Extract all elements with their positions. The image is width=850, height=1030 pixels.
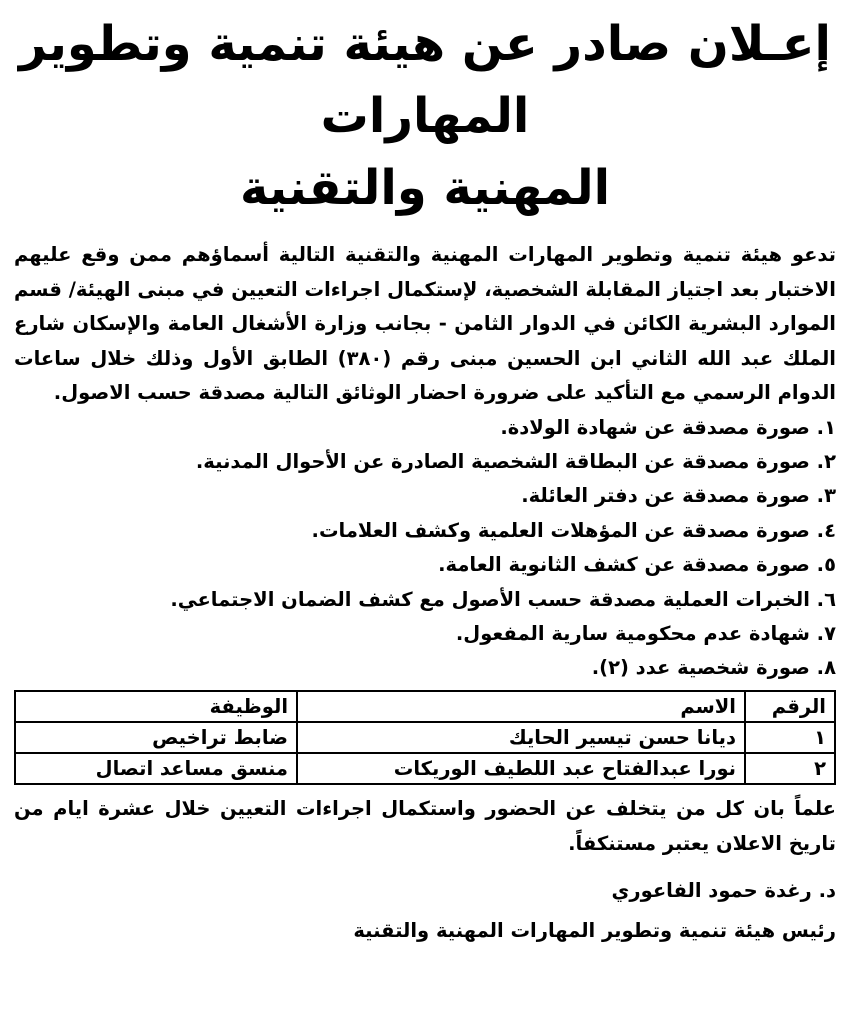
table-row: [15, 722, 835, 753]
document-item: ٢. صورة مصدقة عن البطاقة الشخصية الصادرة عن الأحوال المدنية.: [195, 449, 836, 473]
header-name: الاسم: [297, 691, 745, 722]
announcement-title: [14, 0, 836, 224]
header-job: الوظيفة: [15, 691, 297, 722]
signatory-name: د. رغدة حمود الفاعوري: [611, 878, 836, 902]
signatory-position: رئيس هيئة تنمية وتطوير المهارات المهنية والتقنية: [353, 918, 836, 942]
document-item: ٦. الخبرات العملية مصدقة حسب الأصول مع كشف الضمان الاجتماعي.: [170, 587, 836, 611]
cell-number: ١: [745, 722, 835, 753]
intro-paragraph: تدعو هيئة تنمية وتطوير المهارات المهنية والتقنية التالية أسماؤهم ممن وقع عليهم الاختبار بعد اجتياز المقابلة الشخصية، لإستكمال اجراءات التعيين في مبنى الهيئة/ قسم الموارد البشرية الكائن في الدوار الثامن - بجانب وزارة الأشغال العامة والإسكان شارع الملك عبد الله الثاني ابن الحسين مبنى رقم (٣٨٠) الطابق الأول وذلك خلال ساعات الدوام الرسمي مع التأكيد على ضرورة احضار الوثائق التالية مصدقة حسب الاصول.: [14, 243, 836, 404]
document-item: ٧. شهادة عدم محكومية سارية المفعول.: [455, 621, 836, 645]
title-line-1: إعـلان صادر عن هيئة تنمية وتطوير المهارات: [19, 16, 831, 144]
document-item: ٣. صورة مصدقة عن دفتر العائلة.: [521, 484, 836, 508]
cell-job: ضابط تراخيص: [15, 722, 297, 753]
document-item: ٥. صورة مصدقة عن كشف الثانوية العامة.: [438, 553, 836, 577]
document-item: ٤. صورة مصدقة عن المؤهلات العلمية وكشف العلامات.: [311, 518, 836, 542]
closing-note: علماً بان كل من يتخلف عن الحضور واستكمال اجراءات التعيين خلال عشرة ايام من تاريخ الاعلان يعتبر مستنكفاً.: [14, 796, 836, 855]
required-documents-list: [14, 411, 836, 686]
document-item: ١. صورة مصدقة عن شهادة الولادة.: [500, 415, 836, 439]
table-header-row: [15, 691, 835, 722]
document-item: ٨. صورة شخصية عدد (٢).: [591, 656, 836, 680]
cell-number: ٢: [745, 753, 835, 784]
cell-job: منسق مساعد اتصال: [15, 753, 297, 784]
signature-block: [14, 871, 836, 951]
title-line-2: المهنية والتقنية: [239, 160, 611, 216]
table-row: [15, 753, 835, 784]
cell-name: ديانا حسن تيسير الحايك: [297, 722, 745, 753]
cell-name: نورا عبدالفتاح عبد اللطيف الوريكات: [297, 753, 745, 784]
candidates-table: [14, 690, 836, 785]
header-number: الرقم: [745, 691, 835, 722]
